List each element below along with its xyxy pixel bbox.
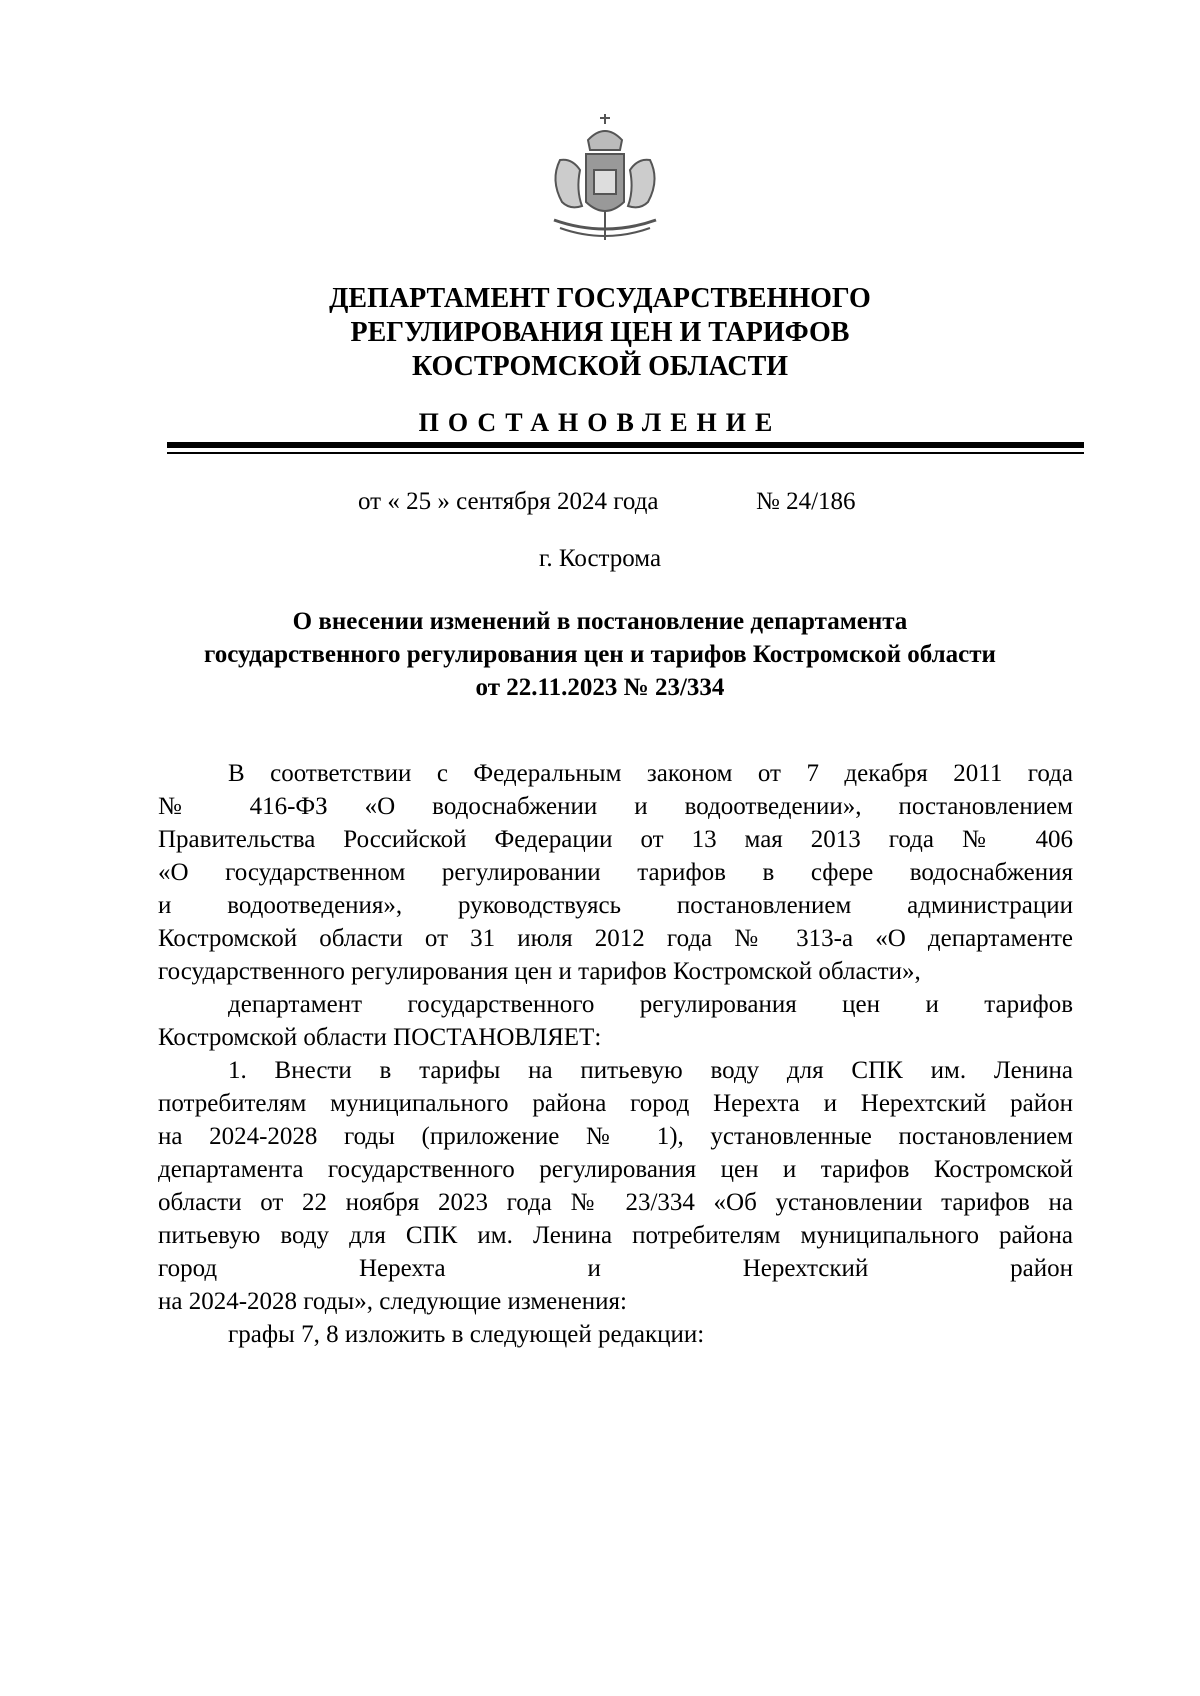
document-city: г. Кострома: [538, 545, 662, 572]
org-line: РЕГУЛИРОВАНИЯ ЦЕН И ТАРИФОВ: [350, 317, 850, 348]
body-line: департамента государственного регулирования цен и тарифов Костромской: [158, 1156, 1073, 1183]
body-line: государственного регулирования цен и тарифов Костромской области»,: [158, 958, 921, 985]
body-line: области от 22 ноября 2023 года № 23/334 «Об установлении тарифов на: [158, 1189, 1073, 1216]
header-rule-thick: [167, 442, 1084, 448]
document-date: от « 25 » сентября 2024 года: [358, 488, 659, 515]
body-line: на 2024-2028 годы», следующие изменения:: [158, 1288, 627, 1315]
body-line: департамент государственного регулирования цен и тарифов: [228, 991, 1073, 1018]
document-type: ПОСТАНОВЛЕНИЕ: [418, 408, 782, 437]
body-line: графы 7, 8 изложить в следующей редакции:: [228, 1321, 705, 1348]
document-body: [158, 757, 1073, 1351]
body-line: «О государственном регулировании тарифов в сфере водоснабжения: [158, 859, 1073, 886]
body-line: Костромской области ПОСТАНОВЛЯЕТ:: [158, 1024, 602, 1051]
coat-of-arms-icon: [540, 110, 670, 250]
org-line: КОСТРОМСКОЙ ОБЛАСТИ: [411, 351, 789, 382]
body-line: Костромской области от 31 июля 2012 года № 313-а «О департаменте: [158, 925, 1073, 952]
header-rule-thin: [167, 452, 1084, 454]
body-line: и водоотведения», руководствуясь постановлением администрации: [158, 892, 1073, 919]
body-line: № 416-ФЗ «О водоснабжении и водоотведении», постановлением: [158, 793, 1073, 820]
body-line: питьевую воду для СПК им. Ленина потребителям муниципального района: [158, 1222, 1073, 1249]
document-number: № 24/186: [756, 488, 856, 515]
title-line: О внесении изменений в постановление департамента: [292, 608, 908, 635]
body-line: на 2024-2028 годы (приложение № 1), установленные постановлением: [158, 1123, 1073, 1150]
body-line: город Нерехта и Нерехтский район: [158, 1255, 1073, 1282]
org-line: ДЕПАРТАМЕНТ ГОСУДАРСТВЕННОГО: [329, 283, 871, 314]
body-line: 1. Внести в тарифы на питьевую воду для СПК им. Ленина: [228, 1057, 1073, 1084]
organization-name: [150, 282, 1050, 384]
body-line: В соответствии с Федеральным законом от 7 декабря 2011 года: [228, 760, 1073, 787]
body-line: Правительства Российской Федерации от 13 мая 2013 года № 406: [158, 826, 1073, 853]
title-line: государственного регулирования цен и тарифов Костромской области: [204, 641, 996, 668]
document-title: [150, 605, 1050, 704]
title-line: от 22.11.2023 № 23/334: [475, 674, 725, 701]
body-line: потребителям муниципального района город Нерехта и Нерехтский район: [158, 1090, 1073, 1117]
